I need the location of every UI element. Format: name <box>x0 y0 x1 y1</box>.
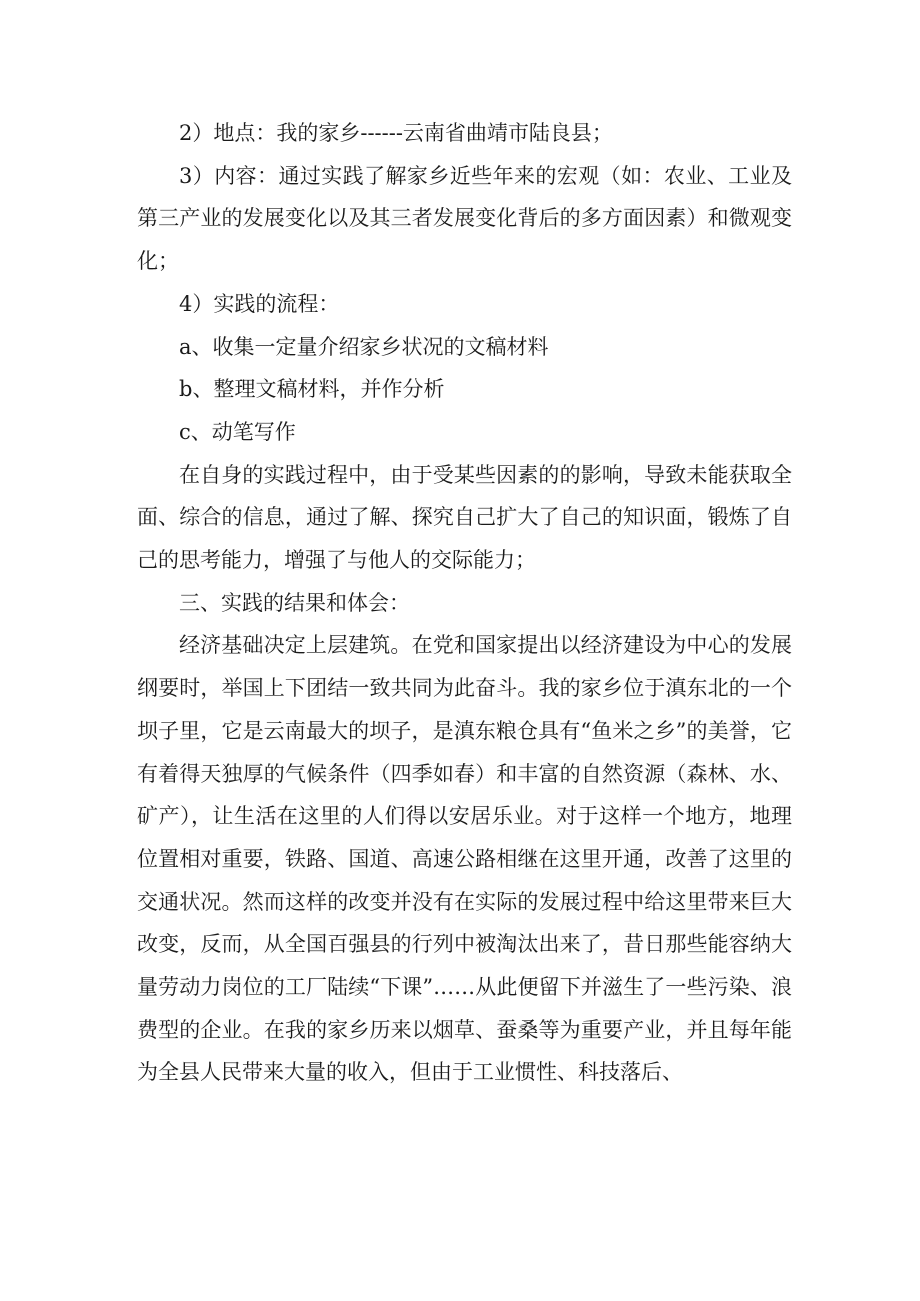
paragraph-practice-summary: 在自身的实践过程中，由于受某些因素的的影响，导致未能获取全面、综合的信息，通过了解、探究自己扩大了自己的知识面，锻炼了自己的思考能力，增强了与他人的交际能力； <box>137 462 792 573</box>
section-heading-results: 三、实践的结果和体会： <box>179 590 410 615</box>
document-body <box>137 112 792 1094</box>
paragraph-process-heading: 4）实践的流程： <box>179 291 340 316</box>
paragraph-content: 3）内容：通过实践了解家乡近些年来的宏观（如：农业、工业及第三产业的发展变化以及其三者发展变化背后的多方面因素）和微观变化； <box>137 163 792 274</box>
paragraph-location: 2）地点：我的家乡------云南省曲靖市陆良县； <box>179 121 613 145</box>
paragraph-step-b: b、整理文稿材料，并作分析 <box>179 377 445 402</box>
paragraph-step-a: a、收集一定量介绍家乡状况的文稿材料 <box>179 334 549 359</box>
paragraph-step-c: c、动笔写作 <box>179 419 296 444</box>
paragraph-results-body: 经济基础决定上层建筑。在党和国家提出以经济建设为中心的发展纲要时，举国上下团结一致共同为此奋斗。我的家乡位于滇东北的一个坝子里，它是云南最大的坝子，是滇东粮仓具有“鱼米之乡”的美誉，它有着得天独厚的气候条件（四季如春）和丰富的自然资源（森林、水、矿产），让生活在这里的人们得以安居乐业。对于这样一个地方，地理位置相对重要，铁路、国道、高速公路相继在这里开通，改善了这里的交通状况。然而这样的改变并没有在实际的发展过程中给这里带来巨大改变，反而，从全国百强县的行列中被淘汰出来了，昔日那些能容纳大量劳动力岗位的工厂陆续“下课”……从此便留下并滋生了一些污染、浪费型的企业。在我的家乡历来以烟草、蚕桑等为重要产业，并且每年能为全县人民带来大量的收入，但由于工业惯性、科技落后、 <box>137 633 792 1085</box>
